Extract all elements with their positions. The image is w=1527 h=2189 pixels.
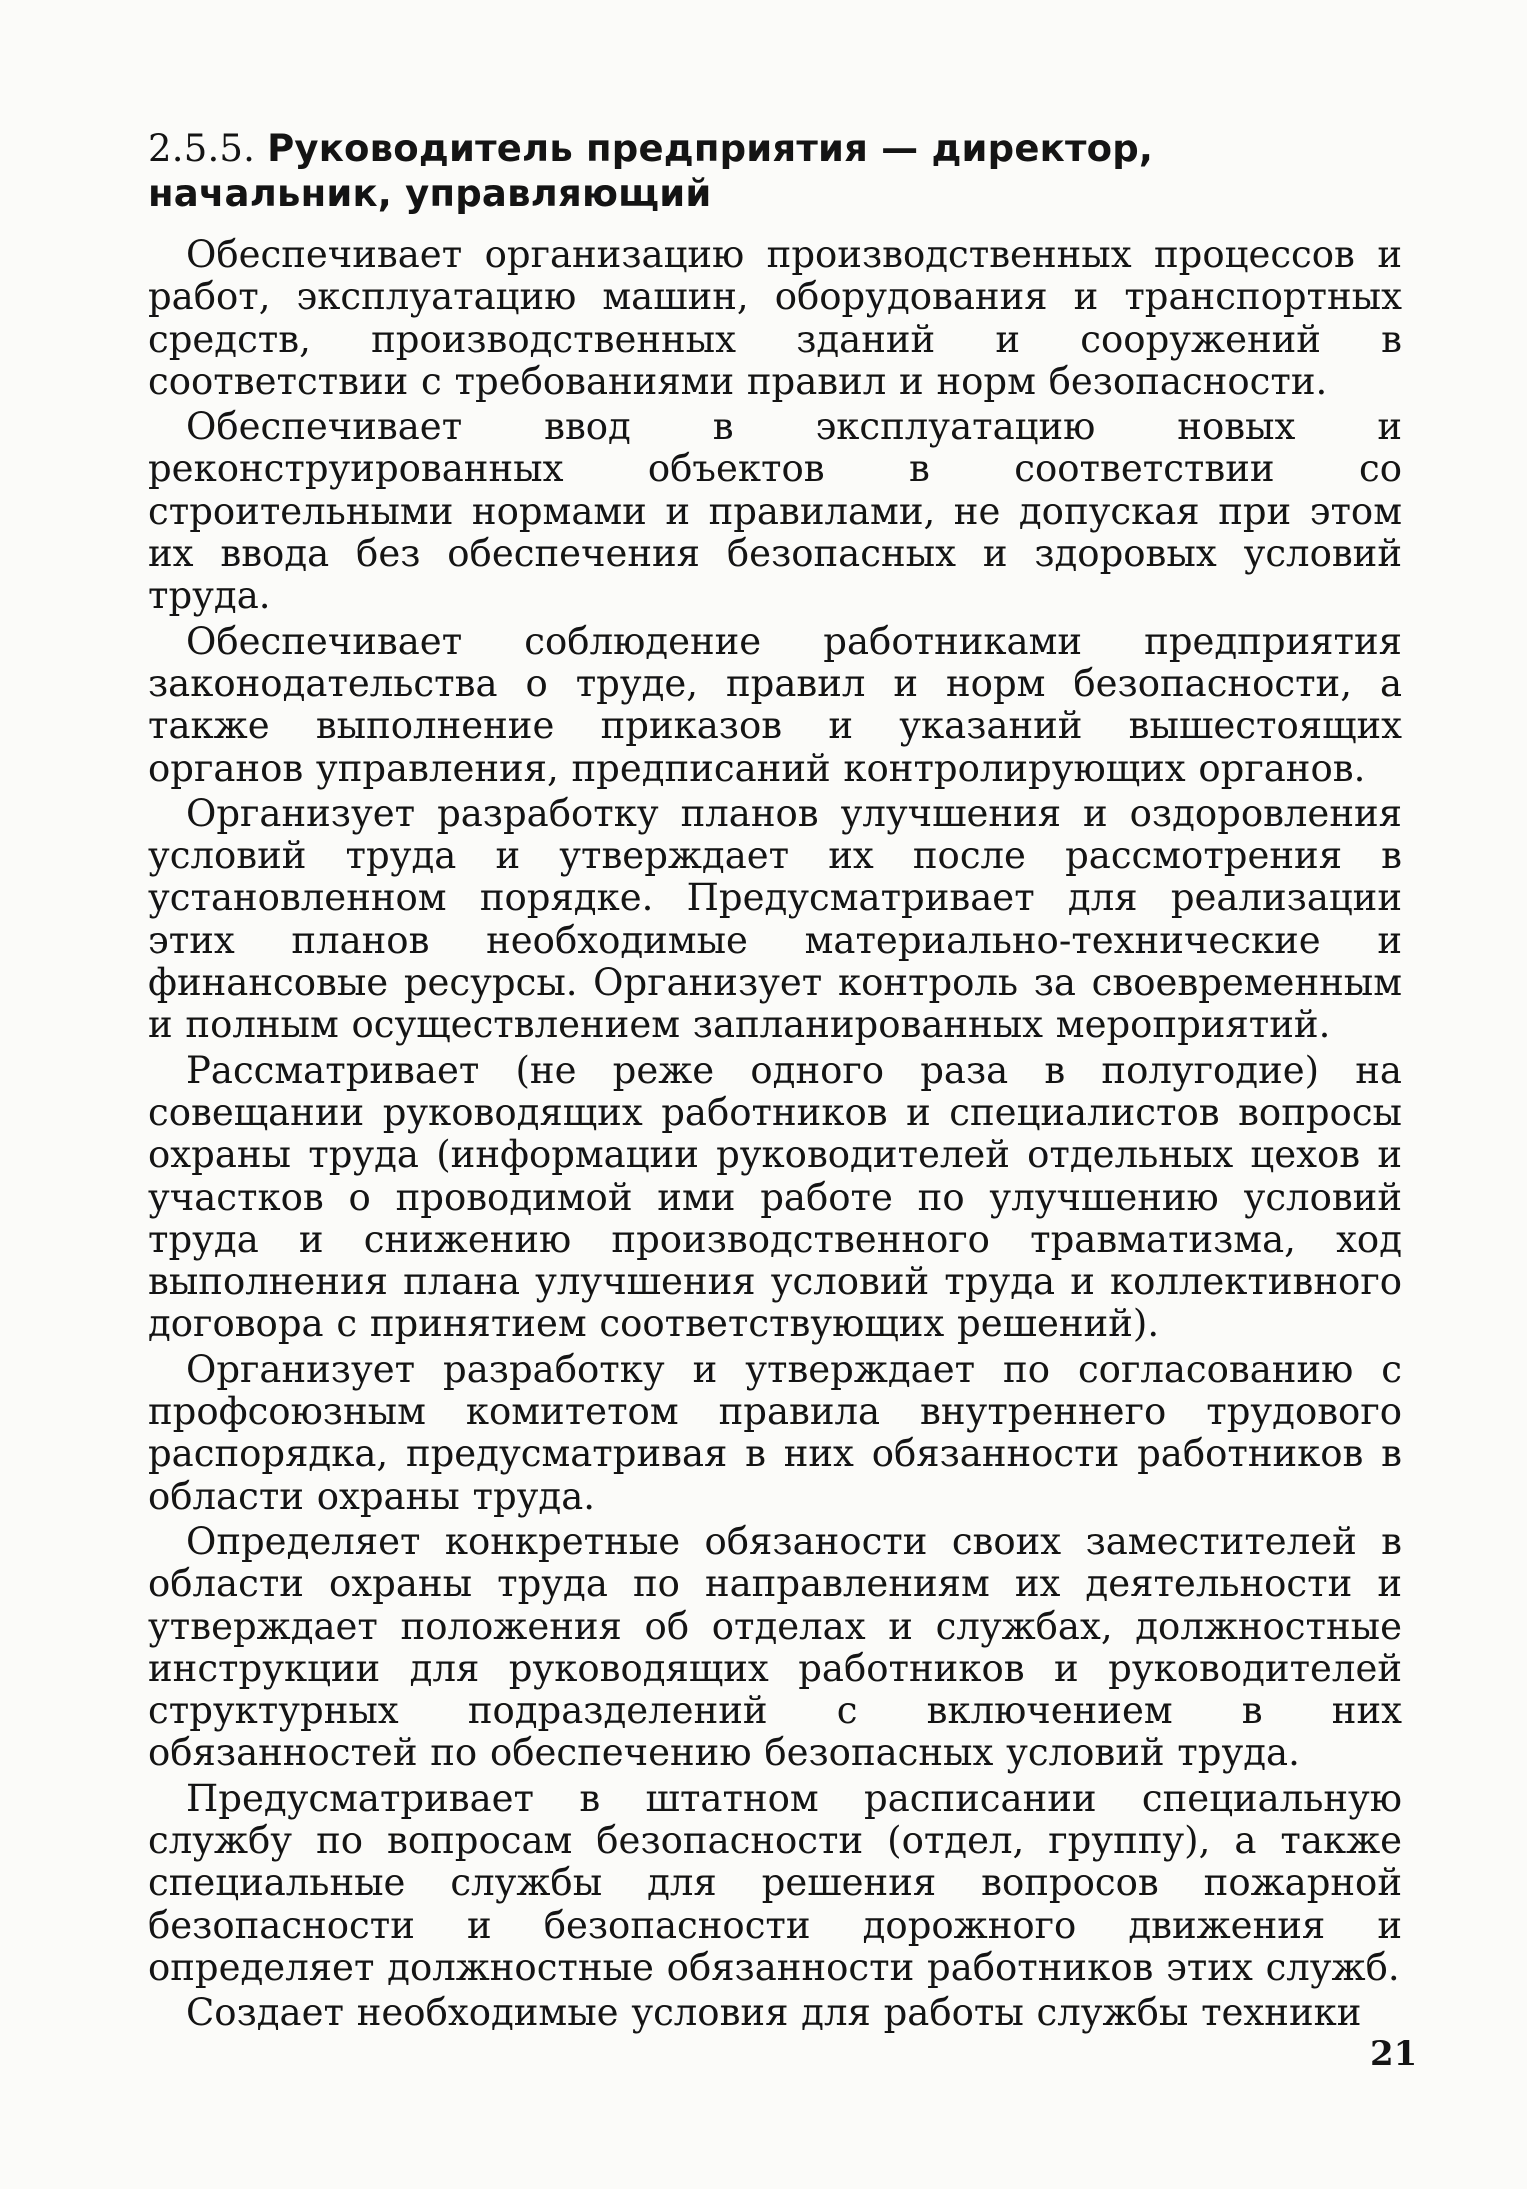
section-heading bbox=[148, 126, 1402, 216]
paragraph-8: Предусматривает в штатном расписании специальную службу по вопросам безопасности (отдел, группу), а также специальные службы для решения вопросов пожарной безопасности и безопасности дорожного движения и определяет должностные обязанности работников этих служб. bbox=[148, 1776, 1402, 1989]
page-number: 21 bbox=[1370, 2034, 1418, 2074]
section-number: 2.5.5. bbox=[148, 127, 256, 170]
paragraph-5: Рассматривает (не реже одного раза в полугодие) на совещании руководящих работников и специалистов вопросы охраны труда (информации руководителей отдельных цехов и участков о проводимой ими работе по улучшению условий труда и снижению производственного травматизма, ход выполнения плана улучшения условий труда и коллективного договора с принятием соответствующих решений). bbox=[148, 1048, 1402, 1346]
paragraph-6: Организует разработку и утверждает по согласованию с профсоюзным комитетом правила внутреннего трудового распорядка, предусматривая в них обязанности работников в области охраны труда. bbox=[148, 1347, 1402, 1518]
section-title: Руководитель предприятия — директор, начальник, управляющий bbox=[148, 127, 1154, 215]
paragraph-4: Организует разработку планов улучшения и оздоровления условий труда и утверждает их после рассмотрения в установленном порядке. Предусматривает для реализации этих планов необходимые материально-технические и финансовые ресурсы. Организует контроль за своевременным и полным осуществлением запланированных мероприятий. bbox=[148, 791, 1402, 1047]
paragraph-9: Создает необходимые условия для работы службы техники bbox=[186, 1991, 1362, 2035]
document-page bbox=[148, 126, 1402, 2036]
paragraph-2: Обеспечивает ввод в эксплуатацию новых и реконструированных объектов в соответствии со строительными нормами и правилами, не допуская при этом их ввода без обеспечения безопасных и здоровых условий труда. bbox=[148, 405, 1402, 618]
paragraph-7: Определяет конкретные обязаности своих заместителей в области охраны труда по направлениям их деятельности и утверждает положения об отделах и службах, должностные инструкции для руководящих работников и руководителей структурных подразделений с включением в них обязанностей по обеспечению безопасных условий труда. bbox=[148, 1519, 1402, 1775]
paragraph-1: Обеспечивает организацию производственных процессов и работ, эксплуатацию машин, оборудования и транспортных средств, производственных зданий и сооружений в соответствии с требованиями правил и норм безопасности. bbox=[148, 233, 1402, 403]
paragraph-3: Обеспечивает соблюдение работниками предприятия законодательства о труде, правил и норм безопасности, а также выполнение приказов и указаний вышестоящих органов управления, предписаний контролирующих органов. bbox=[148, 619, 1402, 790]
